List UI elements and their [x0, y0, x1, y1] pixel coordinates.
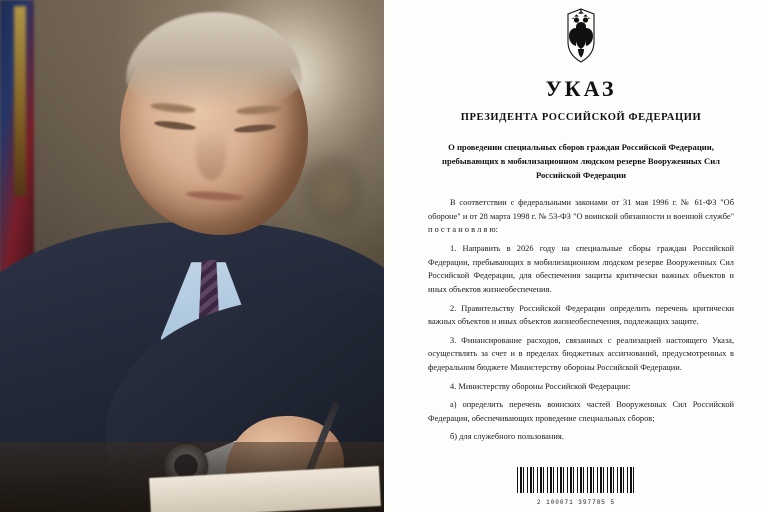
decree-document — [384, 0, 768, 512]
document-paragraph: б) для служебного пользования. — [450, 432, 564, 442]
document-paragraph: 3. Финансирование расходов, связанных с реализацией настоящего Указа, осуществлять за счет и в пределах бюджетных ассигнований, предусмотренных в федеральном бюджете Министерству обороны Российской Федерации. — [428, 335, 734, 372]
barcode-icon — [517, 467, 635, 493]
coat-of-arms-icon — [558, 8, 604, 64]
barcode-area — [384, 467, 768, 506]
document-heading: О проведении специальных сборов граждан Российской Федерации, пребывающих в мобилизационном людском резерве Вооруженных Сил Российской Федерации — [442, 142, 720, 180]
nose — [196, 128, 226, 180]
document-subtitle: ПРЕЗИДЕНТА РОССИЙСКОЙ ФЕДЕРАЦИИ — [460, 112, 702, 123]
document-paragraph: 4. Министерству обороны Российской Федерации: — [450, 381, 631, 391]
document-paragraph: а) определить перечень воинских частей Вооруженных Сил Российской Федерации, обеспечивающих проведение специальных сборов; — [428, 400, 734, 423]
document-paragraph: В соответствии с федеральными законами от 31 мая 1996 г. № 61-ФЗ "Об обороне" и от 28 марта 1998 г. № 53-ФЗ "О воинской обязанности и военной службе" п о с т а н о в л я ю: — [428, 198, 734, 235]
lamp-shade — [298, 150, 368, 230]
flag-pole-icon — [14, 6, 26, 196]
document-body — [428, 196, 734, 444]
document-title: УКАЗ — [545, 76, 617, 101]
document-paragraph: 1. Направить в 2026 году на специальные сборы граждан Российской Федерации, пребывающих в мобилизационном людском резерве Вооруженных Сил Российской Федерации, для обеспечения защиты критически важных объектов и иных объектов жизнеобеспечения. — [428, 244, 734, 294]
barcode-number: 2 100071 397785 5 — [536, 499, 616, 506]
document-paragraph: 2. Правительству Российской Федерации определить перечень критически важных объектов и иных объектов жизнеобеспечения, подлежащих защите. — [428, 303, 734, 327]
